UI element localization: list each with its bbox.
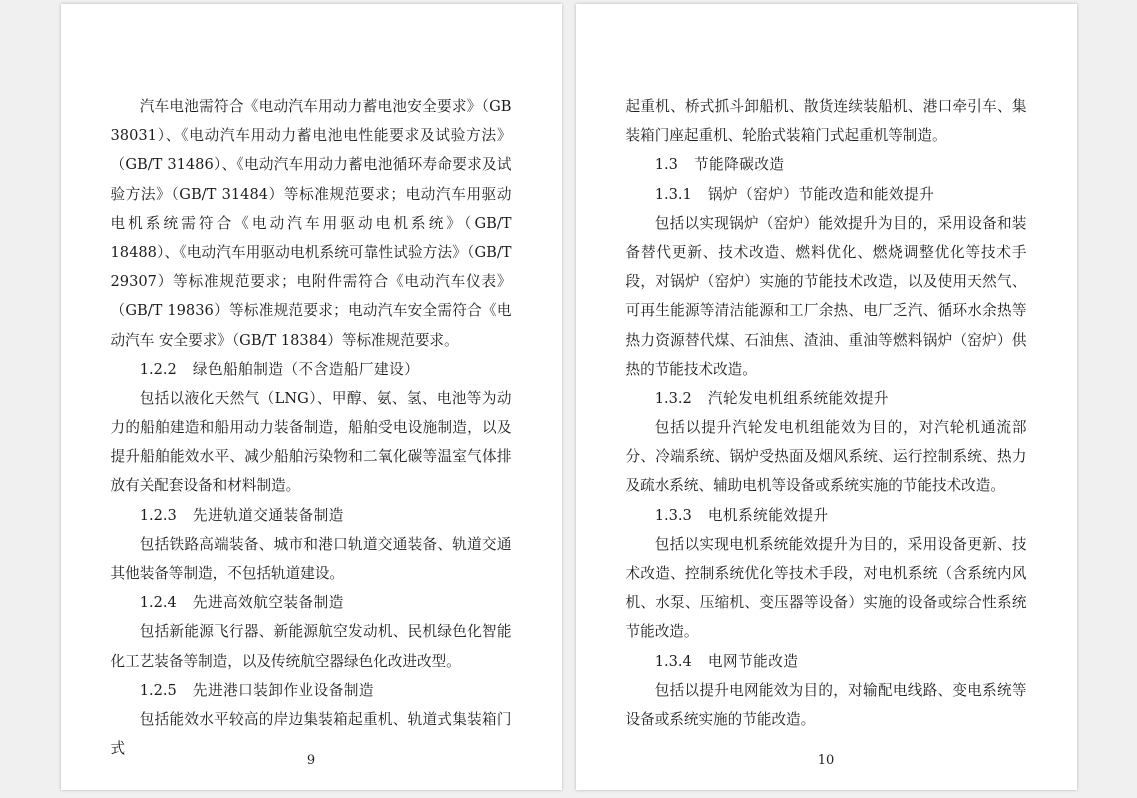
section-heading xyxy=(626,647,1027,676)
section-title: 绿色船舶制造（不含造船厂建设） xyxy=(192,360,420,378)
document-page-9 xyxy=(61,4,562,790)
page-content-10 xyxy=(626,92,1027,734)
section-number: 1.3.3 xyxy=(654,506,692,524)
page-content-9 xyxy=(111,92,512,763)
section-number: 1.3.4 xyxy=(654,652,692,670)
section-number: 1.3.2 xyxy=(654,389,692,407)
section-number: 1.2.3 xyxy=(139,506,177,524)
section-title: 电网节能改造 xyxy=(707,652,799,670)
section-heading xyxy=(626,180,1027,209)
paragraph: 包括新能源飞行器、新能源航空发动机、民机绿色化智能化工艺装备等制造，以及传统航空器绿色化改进改型。 xyxy=(110,623,512,670)
section-number: 1.2.2 xyxy=(139,360,177,378)
section-heading xyxy=(626,150,1027,179)
section-title: 锅炉（窑炉）节能改造和能效提升 xyxy=(707,185,935,203)
paragraph: 包括能效水平较高的岸边集装箱起重机、轨道式集装箱门式 xyxy=(110,710,512,758)
section-title: 先进高效航空装备制造 xyxy=(192,594,344,612)
paragraph: 包括以实现锅炉（窑炉）能效提升为目的，采用设备和装备替代更新、技术改造、燃料优化、燃烧调整优化等技术手段，对锅炉（窑炉）实施的节能技术改造，以及使用天然气、可再生能源等清洁能源和工厂余热、电厂乏汽、循环水余热等热力资源替代煤、石油焦、渣油、重油等燃料锅炉（窑炉）供热的节能技术改造。 xyxy=(625,214,1027,378)
paragraph: 包括以实现电机系统能效提升为目的，采用设备更新、技术改造、控制系统优化等技术手段，对电机系统（含系统内风机、水泵、压缩机、变压器等设备）实施的设备或综合性系统节能改造。 xyxy=(625,535,1027,641)
page-number: 9 xyxy=(306,753,316,768)
paragraph: 包括铁路高端装备、城市和港口轨道交通装备、轨道交通其他装备等制造，不包括轨道建设。 xyxy=(110,535,512,582)
section-title: 先进港口装卸作业设备制造 xyxy=(192,681,375,699)
section-heading xyxy=(111,501,512,530)
section-title: 节能降碳改造 xyxy=(693,156,785,174)
section-title: 电机系统能效提升 xyxy=(707,506,829,524)
section-heading xyxy=(111,355,512,384)
section-title: 汽轮发电机组系统能效提升 xyxy=(707,389,890,407)
section-heading xyxy=(111,588,512,617)
section-number: 1.2.4 xyxy=(139,594,177,612)
section-title: 先进轨道交通装备制造 xyxy=(192,506,344,524)
paragraph: 包括以提升电网能效为目的，对输配电线路、变电系统等设备或系统实施的节能改造。 xyxy=(625,681,1027,728)
section-number: 1.2.5 xyxy=(139,681,177,699)
section-heading xyxy=(626,501,1027,530)
section-number: 1.3 xyxy=(654,156,678,174)
paragraph-continuation: 起重机、桥式抓斗卸船机、散货连续装船机、港口牵引车、集装箱门座起重机、轮胎式装箱门式起重机等制造。 xyxy=(625,98,1027,145)
paragraph: 汽车电池需符合《电动汽车用动力蓄电池安全要求》（GB 38031）、《电动汽车用动力蓄电池电性能要求及试验方法》（GB/T 31486）、《电动汽车用动力蓄电池循环寿命要求及试验方法》（GB/T 31484）等标准规范要求；电动汽车用驱动电机系统需符合《电动汽车用驱动电机系统》（GB/T 18488）、《电动汽车用驱动电机系统可靠性试验方法》（GB/T 29307）等标准规范要求；电附件需符合《电动汽车仪表》（GB/T 19836）等标准规范要求；电动汽车安全需符合《电动汽车 安全要求》（GB/T 18384）等标准规范要求。 xyxy=(110,98,512,349)
section-heading xyxy=(111,676,512,705)
document-page-10 xyxy=(576,4,1077,790)
section-number: 1.3.1 xyxy=(654,185,692,203)
section-heading xyxy=(626,384,1027,413)
paragraph: 包括以液化天然气（LNG）、甲醇、氨、氢、电池等为动力的船舶建造和船用动力装备制造，船舶受电设施制造，以及提升船舶能效水平、减少船舶污染物和二氧化碳等温室气体排放有关配套设备和材料制造。 xyxy=(110,389,512,495)
paragraph: 包括以提升汽轮发电机组能效为目的，对汽轮机通流部分、冷端系统、锅炉受热面及烟风系统、运行控制系统、热力及疏水系统、辅助电机等设备或系统实施的节能技术改造。 xyxy=(625,419,1027,495)
page-number: 10 xyxy=(817,753,835,768)
